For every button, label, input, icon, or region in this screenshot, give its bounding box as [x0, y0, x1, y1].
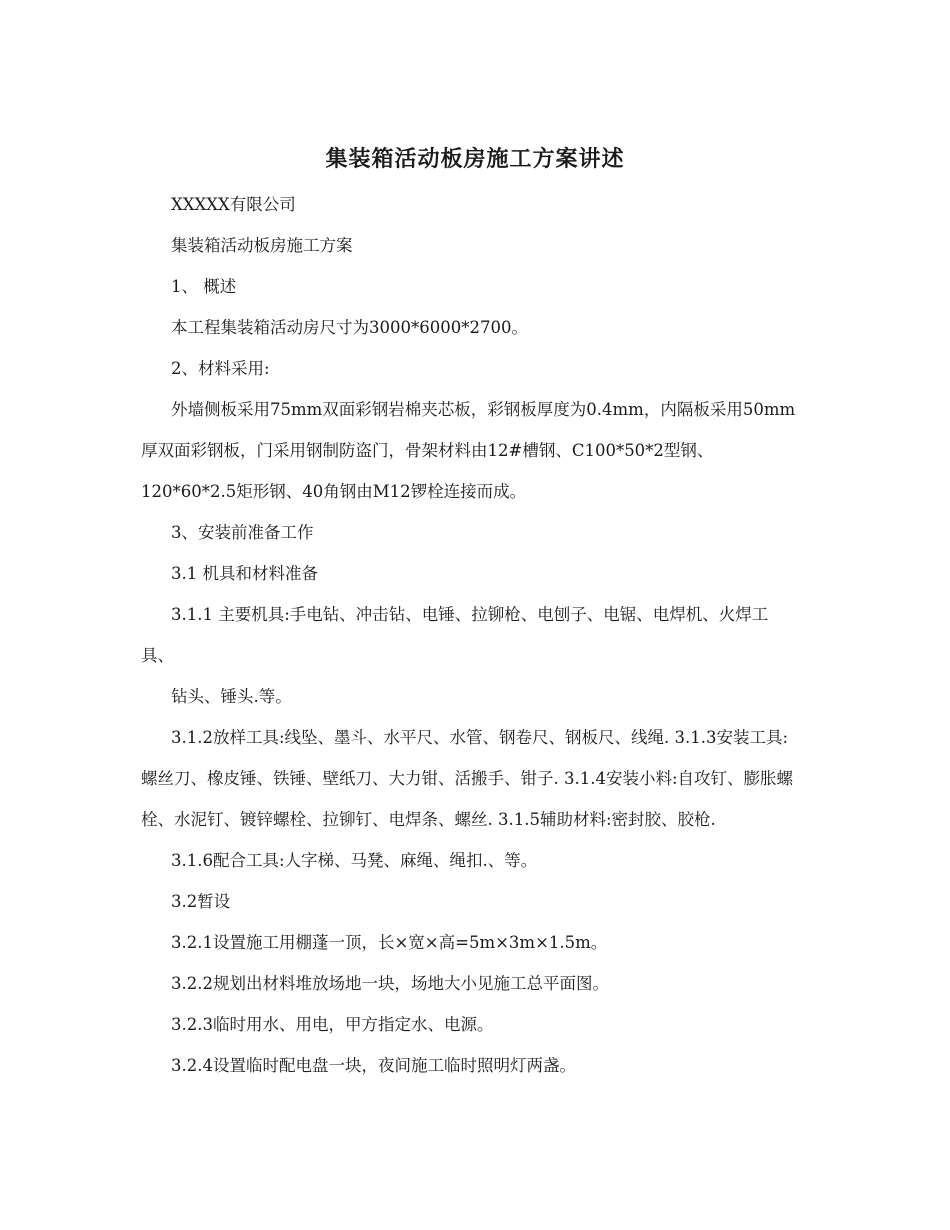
layout-tools-paragraph: 3.1.2放样工具:线坠、墨斗、水平尺、水管、钢卷尺、钢板尺、线绳. 3.1.3安装工具:螺丝刀、橡皮锤、铁锤、壁纸刀、大力钳、活搬手、钳子. 3.1.4安装小料:自攻钉、膨胀螺栓、水泥钉、镀锌螺栓、拉铆钉、电焊条、螺丝. 3.1.5辅助材料:密封胶、胶枪.	[141, 728, 794, 829]
company-name: XXXXX有限公司	[171, 195, 296, 214]
plan-title: 集装箱活动板房施工方案	[171, 236, 353, 255]
overview-paragraph: 本工程集装箱活动房尺寸为3000*6000*2700。	[171, 318, 528, 337]
main-tools-continuation: 钻头、锤头.等。	[171, 687, 292, 706]
main-tools-paragraph: 3.1.1 主要机具:手电钻、冲击钻、电锤、拉铆枪、电刨子、电锯、电焊机、火焊工具、	[141, 605, 769, 665]
temporary-shed-paragraph: 3.2.1设置施工用棚蓬一顶，长×宽×高=5m×3m×1.5m。	[171, 933, 608, 952]
section-heading-preparation: 3、安装前准备工作	[171, 523, 314, 542]
section-heading-materials: 2、材料采用:	[171, 359, 270, 378]
subsection-heading-tools: 3.1 机具和材料准备	[171, 564, 318, 583]
power-panel-paragraph: 3.2.4设置临时配电盘一块，夜间施工临时照明灯两盏。	[171, 1056, 576, 1075]
document-body	[141, 184, 801, 1086]
auxiliary-tools-paragraph: 3.1.6配合工具:人字梯、马凳、麻绳、绳扣.、等。	[171, 851, 538, 870]
document-title: 集装箱活动板房施工方案讲述	[325, 146, 625, 172]
materials-paragraph: 外墙侧板采用75mm双面彩钢岩棉夹芯板，彩钢板厚度为0.4mm，内隔板采用50mm厚双面彩钢板，门采用钢制防盗门，骨架材料由12#槽钢、C100*50*2型钢、120*60*2.5矩形钢、40角钢由M12锣栓连接而成。	[141, 400, 796, 501]
section-heading-overview: 1、 概述	[171, 277, 237, 296]
utilities-paragraph: 3.2.3临时用水、用电，甲方指定水、电源。	[171, 1015, 494, 1034]
storage-area-paragraph: 3.2.2规划出材料堆放场地一块，场地大小见施工总平面图。	[171, 974, 609, 993]
subsection-heading-temporary: 3.2暂设	[171, 892, 231, 911]
